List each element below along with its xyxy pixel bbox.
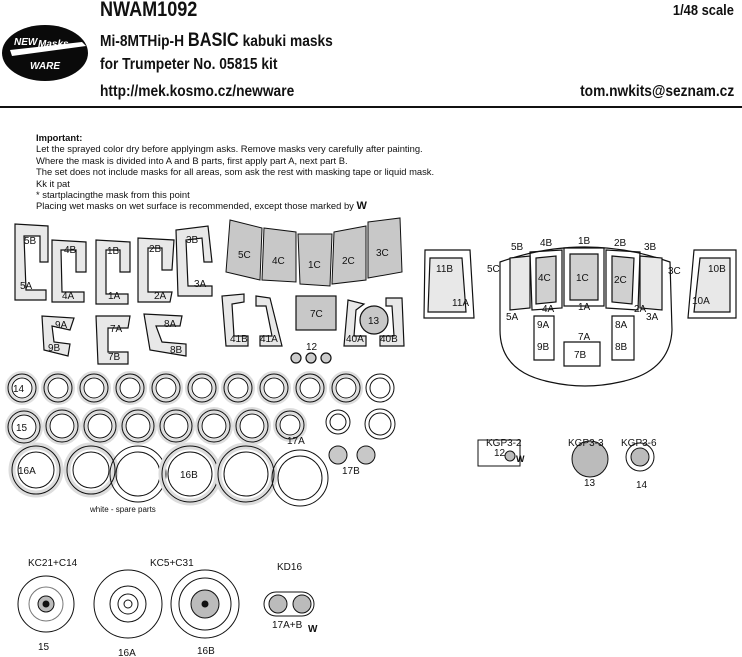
- label-16a: 16A: [18, 466, 36, 477]
- diagram-label: 4B: [540, 238, 553, 249]
- diagram-label: 3B: [644, 242, 657, 253]
- label-7a: 7A: [110, 324, 123, 335]
- diagram-label: 2C: [614, 275, 627, 286]
- diagram-label: 3C: [668, 266, 681, 277]
- logo-text-masks: Masks: [38, 39, 69, 50]
- diagram-label: 8B: [615, 342, 628, 353]
- label-13: 13: [368, 316, 380, 327]
- wet-mask-w-icon: W: [516, 454, 525, 464]
- instruction-line: Where the mask is divided into A and B parts, first apply part A, next part B.: [36, 154, 348, 166]
- label-41a: 41A: [260, 334, 278, 345]
- diagram-label: 11B: [436, 264, 454, 275]
- wheel-label: 16A: [118, 648, 136, 657]
- diagram-label: 5C: [487, 264, 500, 275]
- diagram-label: 2A: [634, 304, 647, 315]
- instructions-heading: Important:: [36, 132, 83, 143]
- brand-logo: [2, 25, 88, 81]
- label-14: 14: [13, 384, 25, 395]
- label-40a: 40A: [346, 334, 364, 345]
- title-prefix: Mi-8MTHip-H: [100, 33, 188, 50]
- diagram-label: 7B: [574, 350, 587, 361]
- label-2c: 2C: [342, 256, 355, 267]
- diagram-label: 1C: [576, 273, 589, 284]
- label-17a: 17A: [287, 436, 305, 447]
- tool-label: 13: [584, 478, 596, 489]
- spare-parts-note: white - spare parts: [90, 505, 156, 514]
- diagram-label: 10B: [708, 264, 726, 275]
- diagram-label: 4A: [542, 304, 555, 315]
- label-1a: 1A: [108, 291, 121, 302]
- diagram-label: 1B: [578, 236, 591, 247]
- scale-label: 1/48 scale: [673, 2, 734, 19]
- tool-labels: [486, 438, 657, 491]
- diagram-label: 8A: [615, 320, 628, 331]
- diagram-label: 5A: [506, 312, 519, 323]
- tool-label: 14: [636, 480, 648, 491]
- tool-code: KGP3-3: [568, 438, 604, 449]
- label-2a: 2A: [154, 291, 167, 302]
- label-5c: 5C: [238, 250, 251, 261]
- label-8a: 8A: [164, 319, 177, 330]
- wet-mask-w-icon: W: [308, 624, 318, 635]
- wheel-label: 17A+B: [272, 620, 303, 631]
- diagram-label: 9B: [537, 342, 550, 353]
- diagram-label: 5B: [511, 242, 524, 253]
- product-code: NWAM1092: [100, 0, 198, 21]
- diagram-label: 2B: [614, 238, 627, 249]
- title-emphasis: BASIC: [187, 30, 239, 51]
- wheel-label: 15: [38, 642, 50, 653]
- label-3c: 3C: [376, 248, 389, 259]
- wheel-code: KC21+C14: [28, 558, 78, 569]
- label-1b: 1B: [107, 246, 120, 257]
- wheel-code: KD16: [277, 562, 303, 573]
- kit-reference: for Trumpeter No. 05815 kit: [100, 56, 278, 73]
- diagram-label: 7A: [578, 332, 591, 343]
- diagram-label: 10A: [692, 296, 710, 307]
- label-15: 15: [16, 423, 28, 434]
- wet-mask-w-icon: W: [356, 200, 367, 213]
- label-8b: 8B: [170, 345, 183, 356]
- placement-diagram: [424, 247, 736, 386]
- label-4c: 4C: [272, 256, 285, 267]
- label-16b: 16B: [180, 470, 198, 481]
- label-3a: 3A: [194, 279, 207, 290]
- label-4b: 4B: [64, 245, 77, 256]
- wheel-ring-masks: [8, 374, 395, 506]
- diagram-label: 3A: [646, 312, 659, 323]
- instruction-line: Let the sprayed color dry before applyingm asks. Remove masks very carefully after painting.: [36, 143, 423, 155]
- diagram-label: 11A: [452, 298, 470, 309]
- diagram-label: 1A: [578, 302, 591, 313]
- title-suffix: kabuki masks: [238, 33, 333, 50]
- label-40b: 40B: [380, 334, 398, 345]
- diagram-label: 9A: [537, 320, 550, 331]
- label-4a: 4A: [62, 291, 75, 302]
- website-url[interactable]: http://mek.kosmo.cz/newware: [100, 83, 295, 100]
- label-5b: 5B: [24, 236, 37, 247]
- label-1c: 1C: [308, 260, 321, 271]
- label-12: 12: [306, 342, 318, 353]
- label-7c: 7C: [310, 309, 323, 320]
- label-2b: 2B: [149, 244, 162, 255]
- label-5a: 5A: [20, 281, 33, 292]
- tool-code: KGP3-2: [486, 438, 522, 449]
- label-7b: 7B: [108, 352, 121, 363]
- logo-text-new: NEW: [14, 37, 38, 48]
- diagram-label: 4C: [538, 273, 551, 284]
- logo-text-ware: WARE: [30, 61, 60, 72]
- label-17b: 17B: [342, 466, 360, 477]
- wheel-labels: [28, 558, 303, 657]
- tool-code: KGP3-6: [621, 438, 657, 449]
- wheel-assembly-masks: [18, 570, 314, 638]
- label-9a: 9A: [55, 320, 68, 331]
- instruction-line: The set does not include masks for all areas, som ask the rest with masking tape or liquid mask.: [36, 166, 435, 178]
- tool-label: 12: [494, 448, 506, 459]
- label-9b: 9B: [48, 343, 61, 354]
- instruction-line: Placing wet masks on wet surface is recommended, except those marked by W: [36, 200, 367, 213]
- label-41b: 41B: [230, 334, 248, 345]
- instruction-line: * startplacingthe mask from this point: [36, 189, 190, 201]
- wheel-code: KC5+C31: [150, 558, 194, 569]
- contact-email[interactable]: tom.nwkits@seznam.cz: [579, 83, 734, 100]
- label-3b: 3B: [186, 235, 199, 246]
- wheel-label: 16B: [197, 646, 215, 657]
- instruction-line: Kk it pat: [36, 177, 70, 189]
